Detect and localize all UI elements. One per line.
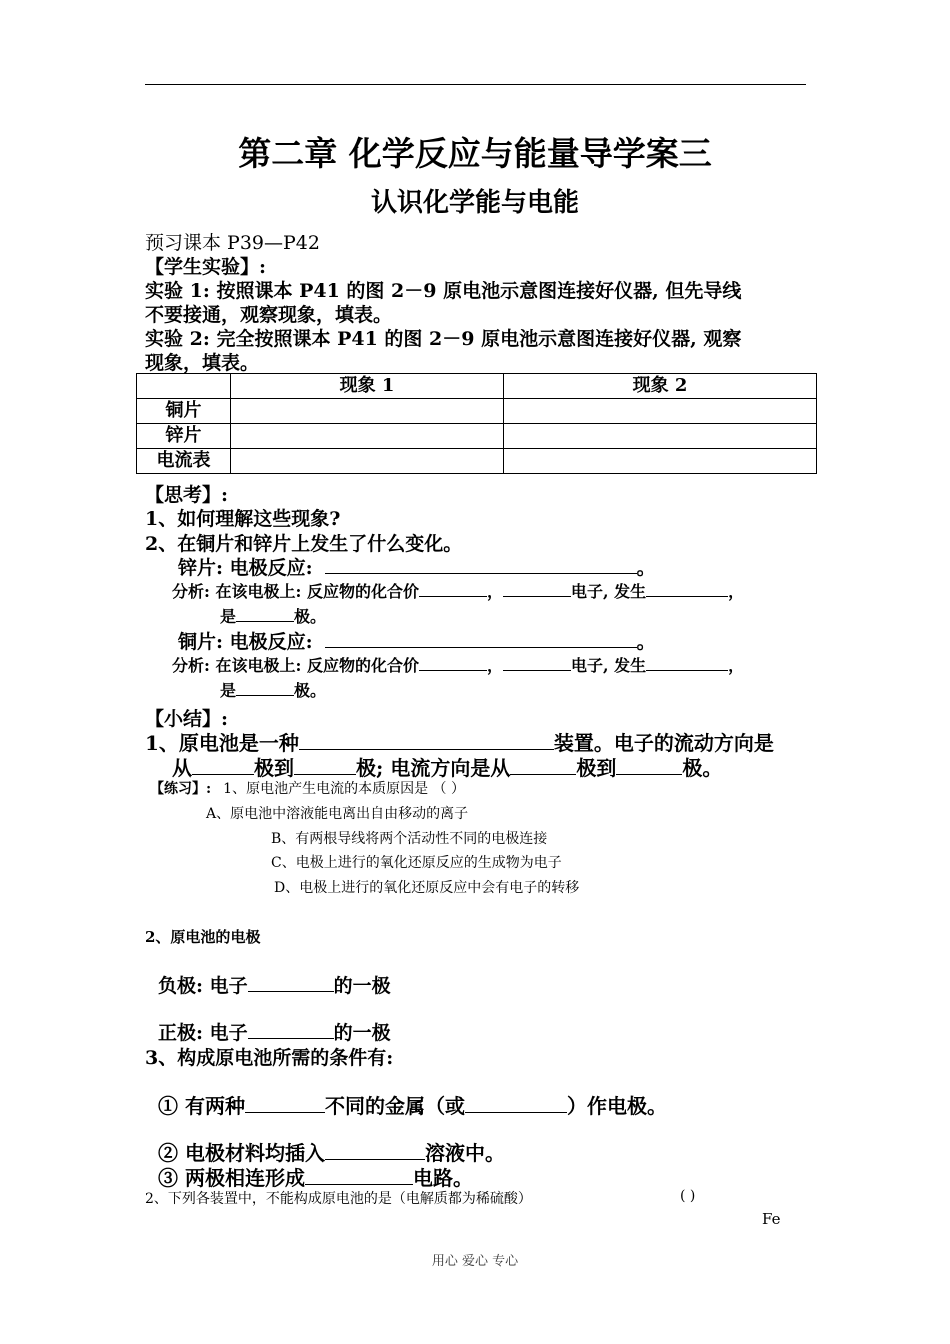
analysis-comma: ， — [728, 656, 745, 675]
solution-blank[interactable] — [325, 1139, 425, 1160]
negative-suffix: 的一极 — [333, 975, 391, 997]
valence-blank[interactable] — [419, 580, 487, 597]
zinc-reaction-period: 。 — [636, 557, 656, 579]
summary-text: 极。 — [682, 756, 723, 780]
table-cell[interactable] — [231, 424, 504, 449]
fe-label: Fe — [762, 1210, 781, 1228]
summary-text: 极到 — [254, 756, 294, 780]
copper-reaction-line — [178, 627, 656, 654]
condition-text: ③ 两极相连形成 — [158, 1166, 305, 1190]
summary-line-2 — [172, 752, 722, 781]
table-row — [137, 449, 817, 474]
pole-blank[interactable] — [616, 754, 682, 775]
electron-blank[interactable] — [503, 580, 571, 597]
condition-1 — [158, 1090, 667, 1119]
table-cell[interactable] — [504, 399, 817, 424]
table-cell[interactable] — [231, 449, 504, 474]
reaction-type-blank[interactable] — [646, 580, 728, 597]
analysis-prefix: 分析: 在该电极上: 反应物的化合价 — [172, 656, 419, 675]
option-b[interactable]: B、有两根导线将两个活动性不同的电极连接 — [271, 831, 548, 847]
summary-text: 从 — [172, 756, 192, 780]
summary-heading: 【小结】: — [145, 708, 229, 730]
device-blank[interactable] — [299, 729, 554, 750]
copper-analysis-line — [172, 653, 744, 676]
copper-reaction-blank[interactable] — [325, 628, 637, 648]
negative-electrode-line — [158, 971, 391, 998]
analysis-pole: 极。 — [294, 681, 327, 700]
condition-text: 不同的金属（或 — [324, 1094, 465, 1118]
analysis-prefix: 分析: 在该电极上: 反应物的化合价 — [172, 582, 419, 601]
table-header-cell: 现象 2 — [504, 374, 817, 399]
analysis-is: 是 — [220, 681, 237, 700]
reaction-type-blank[interactable] — [646, 654, 728, 671]
table-cell[interactable] — [504, 424, 817, 449]
copper-reaction-period: 。 — [636, 631, 656, 653]
question-2: 2、在铜片和锌片上发生了什么变化。 — [145, 533, 463, 555]
practice-question-1: 1、原电池产生电流的本质原因是 （ ） — [223, 781, 465, 797]
pole-blank[interactable] — [192, 754, 254, 775]
zinc-analysis-line — [172, 579, 744, 602]
positive-blank[interactable] — [248, 1019, 334, 1039]
pole-blank[interactable] — [510, 754, 576, 775]
negative-label: 负极: 电子 — [158, 975, 248, 997]
zinc-pole-line — [220, 604, 326, 627]
electrode-heading: 2、原电池的电极 — [145, 928, 261, 946]
positive-suffix: 的一极 — [333, 1022, 391, 1044]
condition-text: 电路。 — [412, 1166, 473, 1190]
student-experiment-heading: 【学生实验】: — [145, 256, 267, 278]
valence-blank[interactable] — [419, 654, 487, 671]
page-title: 第二章 化学反应与能量导学案三 — [238, 134, 712, 173]
activity-blank[interactable] — [245, 1092, 325, 1113]
practice-question-2: 2、下列各装置中，不能构成原电池的是（电解质都为稀硫酸） — [145, 1191, 532, 1207]
table-header-row — [137, 374, 817, 399]
page-footer: 用心 爱心 专心 — [431, 1254, 519, 1269]
table-row-label: 锌片 — [137, 424, 231, 449]
preview-line: 预习课本 P39—P42 — [145, 232, 320, 254]
table-row-label: 电流表 — [137, 449, 231, 474]
observation-table — [136, 373, 817, 474]
summary-text: 1、原电池是一种 — [145, 731, 299, 755]
positive-label: 正极: 电子 — [158, 1022, 248, 1044]
table-row — [137, 424, 817, 449]
page-subtitle: 认识化学能与电能 — [370, 188, 579, 218]
copper-pole-line — [220, 678, 326, 701]
summary-text: 极到 — [576, 756, 617, 780]
conditions-heading: 3、构成原电池所需的条件有: — [145, 1047, 394, 1069]
summary-text: 极; 电流方向是从 — [356, 756, 511, 780]
electron-blank[interactable] — [503, 654, 571, 671]
copper-reaction-label: 铜片: 电极反应: — [178, 631, 313, 653]
zinc-reaction-line — [178, 553, 656, 580]
pole-blank[interactable] — [236, 605, 294, 622]
condition-text: 溶液中。 — [424, 1141, 505, 1165]
option-c[interactable]: C、电极上进行的氧化还原反应的生成物为电子 — [271, 855, 562, 871]
summary-text: 装置。电子的流动方向是 — [553, 731, 774, 755]
pole-blank[interactable] — [236, 679, 294, 696]
experiment-1-line-2: 不要接通，观察现象，填表。 — [145, 304, 393, 326]
circuit-blank[interactable] — [305, 1164, 413, 1185]
analysis-pole: 极。 — [294, 607, 327, 626]
experiment-2-line-1: 实验 2: 完全按照课本 P41 的图 2－9 原电池示意图连接好仪器, 观察 — [145, 328, 742, 350]
negative-blank[interactable] — [248, 972, 334, 992]
table-cell[interactable] — [231, 399, 504, 424]
analysis-comma: ， — [486, 582, 503, 601]
condition-3 — [158, 1162, 473, 1191]
practice-line-1 — [150, 778, 465, 798]
analysis-comma: ， — [728, 582, 745, 601]
think-heading: 【思考】: — [145, 484, 229, 506]
table-header-cell — [137, 374, 231, 399]
practice-label: 【练习】: — [150, 781, 212, 797]
table-cell[interactable] — [504, 449, 817, 474]
zinc-reaction-label: 锌片: 电极反应: — [178, 557, 313, 579]
analysis-is: 是 — [220, 607, 237, 626]
analysis-comma: ， — [486, 656, 503, 675]
option-a[interactable]: A、原电池中溶液能电离出自由移动的离子 — [206, 806, 469, 822]
condition-text: ① 有两种 — [158, 1094, 245, 1118]
question-1: 1、如何理解这些现象? — [145, 508, 341, 530]
positive-electrode-line — [158, 1018, 391, 1045]
experiment-1-line-1: 实验 1: 按照课本 P41 的图 2－9 原电池示意图连接好仪器, 但先导线 — [145, 280, 742, 302]
condition-text: ② 电极材料均插入 — [158, 1141, 325, 1165]
table-row-label: 铜片 — [137, 399, 231, 424]
table-header-cell: 现象 1 — [231, 374, 504, 399]
analysis-electron: 电子, 发生 — [570, 656, 647, 675]
header-rule — [145, 84, 806, 85]
experiment-2-line-2: 现象，填表。 — [145, 352, 260, 374]
analysis-electron: 电子, 发生 — [570, 582, 647, 601]
condition-text: ）作电极。 — [566, 1094, 667, 1118]
table-row — [137, 399, 817, 424]
nonmetal-blank[interactable] — [465, 1092, 567, 1113]
practice-question-2-answer-paren[interactable]: ( ) — [680, 1188, 696, 1204]
pole-blank[interactable] — [294, 754, 356, 775]
option-d[interactable]: D、电极上进行的氧化还原反应中会有电子的转移 — [274, 880, 580, 896]
zinc-reaction-blank[interactable] — [325, 554, 637, 574]
